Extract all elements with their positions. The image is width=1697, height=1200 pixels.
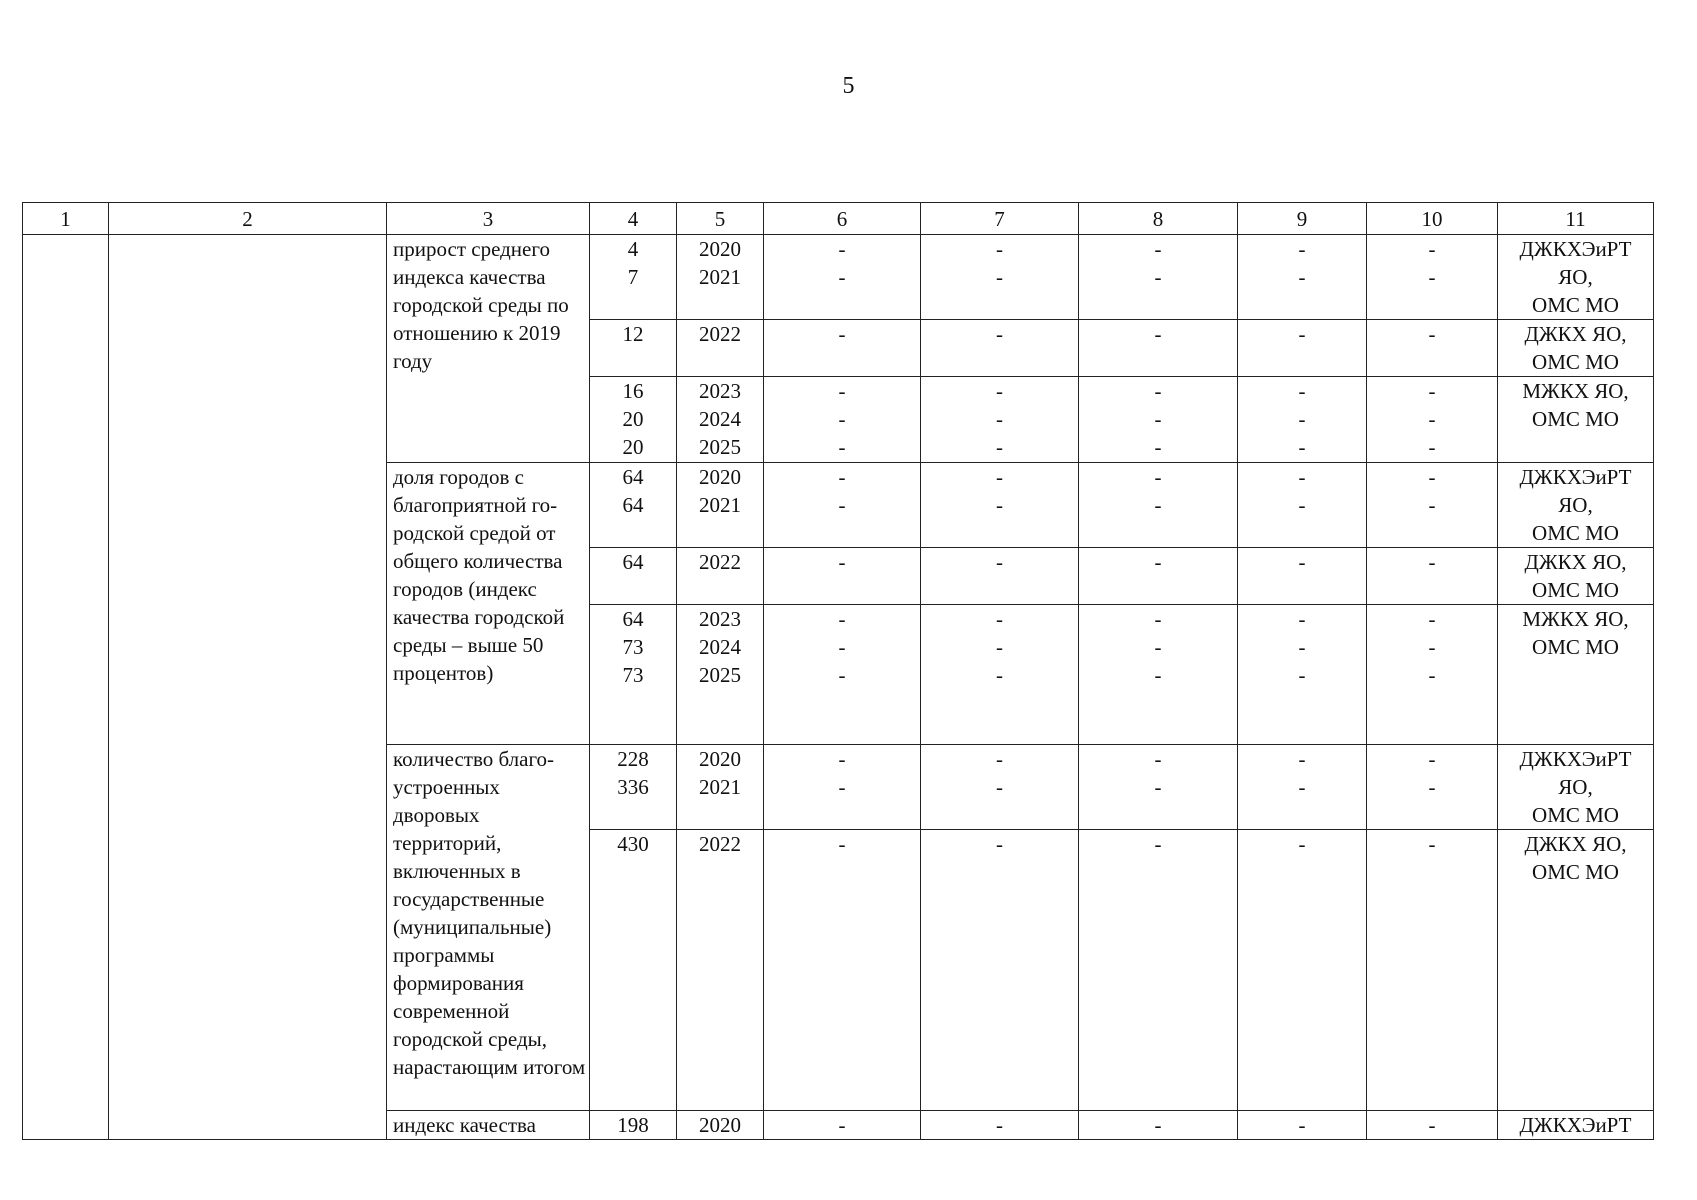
target-value-cell-value: 64 — [622, 492, 644, 517]
column-6-dash-cell — [764, 1110, 921, 1139]
column-10-dash-cell — [1367, 462, 1498, 547]
column-7-dash-cell-value: - — [996, 747, 1003, 772]
column-9-dash-cell-value: - — [1298, 435, 1306, 460]
column-9-dash-cell-value: - — [1298, 407, 1306, 432]
column-10-dash-cell-value: - — [1428, 549, 1436, 574]
column-6-dash-cell-value: - — [838, 322, 846, 347]
column-8-dash-cell — [1079, 547, 1238, 604]
year-cell — [677, 547, 764, 604]
year-cell-value: 2020 — [699, 464, 741, 489]
column-header-4: 4 — [590, 203, 677, 235]
column-8-dash-cell — [1079, 604, 1238, 744]
column-7-dash-cell-value: - — [996, 832, 1003, 857]
column-9-dash-cell-value: - — [1298, 634, 1306, 659]
column-6-dash-cell-value: - — [838, 379, 846, 404]
column-10-dash-cell-value: - — [1428, 237, 1436, 262]
executor-cell — [1498, 547, 1654, 604]
column-7-dash-cell-value: - — [996, 549, 1003, 574]
column-6-dash-cell — [764, 830, 921, 1111]
column-8-dash-cell-value: - — [1154, 379, 1162, 404]
column-10-dash-cell-value: - — [1428, 747, 1436, 772]
target-value-cell-value: 336 — [617, 775, 649, 800]
column-8-dash-cell-value: - — [1154, 549, 1162, 574]
year-cell-value: 2023 — [699, 606, 741, 631]
column-6-dash-cell-value: - — [838, 265, 846, 290]
executor-cell — [1498, 235, 1654, 320]
year-cell-value: 2022 — [699, 832, 741, 857]
target-value-cell — [590, 830, 677, 1111]
executor-cell-value: ЯО, — [1558, 775, 1593, 800]
column-10-dash-cell-value: - — [1428, 775, 1436, 800]
column-8-dash-cell — [1079, 462, 1238, 547]
column-10-dash-cell-value: - — [1428, 662, 1436, 687]
target-value-cell-value: 430 — [617, 832, 649, 857]
year-cell-value: 2022 — [699, 322, 741, 347]
column-header-9: 9 — [1238, 203, 1367, 235]
year-cell-value: 2020 — [699, 1112, 741, 1137]
column-6-dash-cell — [764, 235, 921, 320]
column-9-dash-cell — [1238, 320, 1367, 377]
year-cell-value: 2020 — [699, 237, 741, 262]
column-10-dash-cell-value: - — [1428, 1112, 1436, 1137]
year-cell-value: 2022 — [699, 549, 741, 574]
target-value-cell-value: 228 — [617, 747, 649, 772]
column-6-dash-cell-value: - — [838, 407, 846, 432]
executor-cell-value: ДЖКХЭиРТ — [1519, 237, 1632, 262]
year-cell-value: 2023 — [699, 379, 741, 404]
executor-cell-value: ОМС МО — [1532, 407, 1619, 432]
header-row — [23, 203, 1654, 235]
column-9-dash-cell-value: - — [1298, 464, 1306, 489]
column-header-1: 1 — [23, 203, 109, 235]
year-cell-value: 2024 — [699, 407, 741, 432]
year-cell — [677, 377, 764, 462]
column-8-dash-cell-value: - — [1154, 435, 1162, 460]
column-8-dash-cell-value: - — [1154, 265, 1162, 290]
column-9-dash-cell — [1238, 604, 1367, 744]
column-7-dash-cell-value: - — [996, 464, 1003, 489]
column-7-dash-cell-value: - — [996, 265, 1003, 290]
column-header-7: 7 — [921, 203, 1079, 235]
column-9-dash-cell-value: - — [1298, 237, 1306, 262]
column-8-dash-cell-value: - — [1154, 634, 1162, 659]
year-cell-value: 2021 — [699, 775, 741, 800]
column-header-10: 10 — [1367, 203, 1498, 235]
year-cell — [677, 830, 764, 1111]
executor-cell — [1498, 604, 1654, 744]
column-8-dash-cell-value: - — [1154, 775, 1162, 800]
column-7-dash-cell — [921, 1110, 1079, 1139]
page-number: 5 — [842, 73, 855, 99]
year-cell-value: 2025 — [699, 435, 741, 460]
target-value-cell-value: 7 — [627, 265, 639, 290]
column-10-dash-cell-value: - — [1428, 322, 1436, 347]
executor-cell-value: ЯО, — [1558, 492, 1593, 517]
column-7-dash-cell-value: - — [996, 379, 1003, 404]
indicator-name: прирост среднего индекса качества городской среды по отношению к 2019 году — [387, 235, 590, 462]
column-10-dash-cell-value: - — [1428, 606, 1436, 631]
column-10-dash-cell-value: - — [1428, 435, 1436, 460]
column-7-dash-cell — [921, 235, 1079, 320]
column-6-dash-cell-value: - — [838, 662, 846, 687]
target-value-cell — [590, 547, 677, 604]
target-value-cell-value: 12 — [622, 322, 644, 347]
column-7-dash-cell — [921, 745, 1079, 830]
column-header-5: 5 — [677, 203, 764, 235]
column-8-dash-cell-value: - — [1154, 492, 1162, 517]
year-cell — [677, 1110, 764, 1139]
column-9-dash-cell-value: - — [1298, 606, 1306, 631]
column-7-dash-cell-value: - — [996, 1112, 1003, 1137]
target-value-cell-value: 64 — [622, 606, 644, 631]
executor-cell — [1498, 377, 1654, 462]
target-value-cell — [590, 320, 677, 377]
target-value-cell-value: 64 — [622, 549, 644, 574]
column-10-dash-cell-value: - — [1428, 492, 1436, 517]
column-7-dash-cell-value: - — [996, 606, 1003, 631]
target-value-cell-value: 16 — [622, 379, 644, 404]
column-6-dash-cell-value: - — [838, 1112, 846, 1137]
year-cell-value: 2020 — [699, 747, 741, 772]
indicator-name: доля городов с благоприятной го-родской средой от общего количества городов (индекс качества городской среды – выше 50 процентов) — [387, 462, 590, 745]
column-7-dash-cell — [921, 547, 1079, 604]
column-10-dash-cell-value: - — [1428, 634, 1436, 659]
column-7-dash-cell — [921, 830, 1079, 1111]
executor-cell-value: ДЖКХ ЯО, — [1524, 549, 1627, 574]
target-value-cell-value: 20 — [622, 435, 644, 460]
column-9-dash-cell — [1238, 547, 1367, 604]
column-7-dash-cell — [921, 320, 1079, 377]
column-header-8: 8 — [1079, 203, 1238, 235]
column-header-2: 2 — [109, 203, 387, 235]
column-6-dash-cell-value: - — [838, 549, 846, 574]
column-10-dash-cell-value: - — [1428, 265, 1436, 290]
executor-cell-value: ОМС МО — [1532, 860, 1619, 885]
executor-cell-value: ОМС МО — [1532, 803, 1619, 828]
column-7-dash-cell-value: - — [996, 634, 1003, 659]
executor-cell — [1498, 830, 1654, 1111]
column-6-dash-cell-value: - — [838, 606, 846, 631]
executor-cell-value: МЖКХ ЯО, — [1522, 606, 1629, 631]
column-7-dash-cell-value: - — [996, 237, 1003, 262]
column-9-dash-cell — [1238, 745, 1367, 830]
year-cell-value: 2021 — [699, 265, 741, 290]
year-cell-value: 2025 — [699, 662, 741, 687]
column-8-dash-cell-value: - — [1154, 662, 1162, 687]
executor-cell-value: ДЖКХЭиРТ — [1519, 464, 1632, 489]
target-value-cell — [590, 235, 677, 320]
column-7-dash-cell — [921, 462, 1079, 547]
column-8-dash-cell — [1079, 377, 1238, 462]
target-value-cell — [590, 462, 677, 547]
column-6-dash-cell — [764, 604, 921, 744]
column-6-dash-cell — [764, 547, 921, 604]
column-6-dash-cell-value: - — [838, 492, 846, 517]
column-8-dash-cell-value: - — [1154, 322, 1162, 347]
column-6-dash-cell-value: - — [838, 464, 846, 489]
column-7-dash-cell — [921, 604, 1079, 744]
column-10-dash-cell — [1367, 745, 1498, 830]
year-cell — [677, 235, 764, 320]
target-value-cell-value: 64 — [622, 464, 644, 489]
column-7-dash-cell-value: - — [996, 435, 1003, 460]
target-value-cell-value: 73 — [622, 634, 644, 659]
executor-cell-value: ОМС МО — [1532, 520, 1619, 545]
column-header-3: 3 — [387, 203, 590, 235]
column-6-dash-cell-value: - — [838, 435, 846, 460]
executor-cell — [1498, 745, 1654, 830]
executor-cell — [1498, 462, 1654, 547]
target-value-cell — [590, 1110, 677, 1139]
executor-cell-value: МЖКХ ЯО, — [1522, 379, 1629, 404]
column-6-dash-cell — [764, 462, 921, 547]
column-9-dash-cell-value: - — [1298, 1112, 1306, 1137]
column-header-11: 11 — [1498, 203, 1654, 235]
column-10-dash-cell — [1367, 547, 1498, 604]
column-6-dash-cell-value: - — [838, 832, 846, 857]
target-value-cell — [590, 745, 677, 830]
year-cell-value: 2021 — [699, 492, 741, 517]
column-9-dash-cell-value: - — [1298, 492, 1306, 517]
executor-cell-value: ОМС МО — [1532, 293, 1619, 318]
year-cell-value: 2024 — [699, 634, 741, 659]
year-cell — [677, 745, 764, 830]
column-8-dash-cell-value: - — [1154, 606, 1162, 631]
column-6-dash-cell-value: - — [838, 634, 846, 659]
column-10-dash-cell — [1367, 1110, 1498, 1139]
column-9-dash-cell-value: - — [1298, 662, 1306, 687]
executor-cell-value: ДЖКХ ЯО, — [1524, 322, 1627, 347]
column-9-dash-cell-value: - — [1298, 379, 1306, 404]
column-8-dash-cell-value: - — [1154, 832, 1162, 857]
executor-cell-value: ОМС МО — [1532, 350, 1619, 375]
column-9-dash-cell — [1238, 235, 1367, 320]
column-10-dash-cell — [1367, 235, 1498, 320]
executor-cell-value: ЯО, — [1558, 265, 1593, 290]
target-value-cell-value: 198 — [617, 1112, 649, 1137]
column-9-dash-cell-value: - — [1298, 747, 1306, 772]
column-9-dash-cell-value: - — [1298, 322, 1306, 347]
column-6-dash-cell — [764, 377, 921, 462]
executor-cell-value: ДЖКХ ЯО, — [1524, 832, 1627, 857]
target-value-cell-value: 73 — [622, 662, 644, 687]
column-9-dash-cell — [1238, 830, 1367, 1111]
column-8-dash-cell — [1079, 745, 1238, 830]
column-10-dash-cell — [1367, 604, 1498, 744]
column-9-dash-cell-value: - — [1298, 775, 1306, 800]
column-8-dash-cell-value: - — [1154, 464, 1162, 489]
indicator-name: индекс качества — [387, 1110, 590, 1139]
column-7-dash-cell-value: - — [996, 662, 1003, 687]
executor-cell — [1498, 1110, 1654, 1139]
column-8-dash-cell-value: - — [1154, 407, 1162, 432]
year-cell — [677, 462, 764, 547]
column-10-dash-cell — [1367, 320, 1498, 377]
column-1-cell — [23, 235, 109, 1140]
data-table — [22, 202, 1654, 1140]
column-8-dash-cell-value: - — [1154, 747, 1162, 772]
executor-cell — [1498, 320, 1654, 377]
year-cell — [677, 604, 764, 744]
column-2-cell — [109, 235, 387, 1140]
column-10-dash-cell-value: - — [1428, 407, 1436, 432]
executor-cell-value: ОМС МО — [1532, 577, 1619, 602]
target-value-cell — [590, 377, 677, 462]
column-8-dash-cell — [1079, 1110, 1238, 1139]
target-value-cell-value: 20 — [622, 407, 644, 432]
column-7-dash-cell-value: - — [996, 492, 1003, 517]
column-9-dash-cell — [1238, 377, 1367, 462]
column-7-dash-cell-value: - — [996, 775, 1003, 800]
column-10-dash-cell-value: - — [1428, 379, 1436, 404]
column-7-dash-cell — [921, 377, 1079, 462]
year-cell — [677, 320, 764, 377]
target-value-cell — [590, 604, 677, 744]
column-9-dash-cell — [1238, 1110, 1367, 1139]
table-row — [23, 235, 1654, 320]
column-7-dash-cell-value: - — [996, 407, 1003, 432]
column-6-dash-cell — [764, 745, 921, 830]
column-6-dash-cell-value: - — [838, 747, 846, 772]
column-6-dash-cell — [764, 320, 921, 377]
executor-cell-value: ДЖКХЭиРТ — [1519, 1112, 1632, 1137]
column-9-dash-cell — [1238, 462, 1367, 547]
column-10-dash-cell-value: - — [1428, 464, 1436, 489]
column-8-dash-cell — [1079, 830, 1238, 1111]
executor-cell-value: ОМС МО — [1532, 634, 1619, 659]
indicator-name: количество благо-устроенных дворовых территорий, включенных в государственные (муниципальные) программы формирования современной городской среды, нарастающим итогом — [387, 745, 590, 1111]
executor-cell-value: ДЖКХЭиРТ — [1519, 747, 1632, 772]
column-10-dash-cell-value: - — [1428, 832, 1436, 857]
column-10-dash-cell — [1367, 377, 1498, 462]
column-6-dash-cell-value: - — [838, 775, 846, 800]
column-header-6: 6 — [764, 203, 921, 235]
column-9-dash-cell-value: - — [1298, 549, 1306, 574]
column-8-dash-cell-value: - — [1154, 237, 1162, 262]
column-7-dash-cell-value: - — [996, 322, 1003, 347]
column-9-dash-cell-value: - — [1298, 832, 1306, 857]
column-10-dash-cell — [1367, 830, 1498, 1111]
column-9-dash-cell-value: - — [1298, 265, 1306, 290]
column-6-dash-cell-value: - — [838, 237, 846, 262]
column-8-dash-cell — [1079, 320, 1238, 377]
column-8-dash-cell-value: - — [1154, 1112, 1162, 1137]
target-value-cell-value: 4 — [627, 237, 639, 262]
column-8-dash-cell — [1079, 235, 1238, 320]
